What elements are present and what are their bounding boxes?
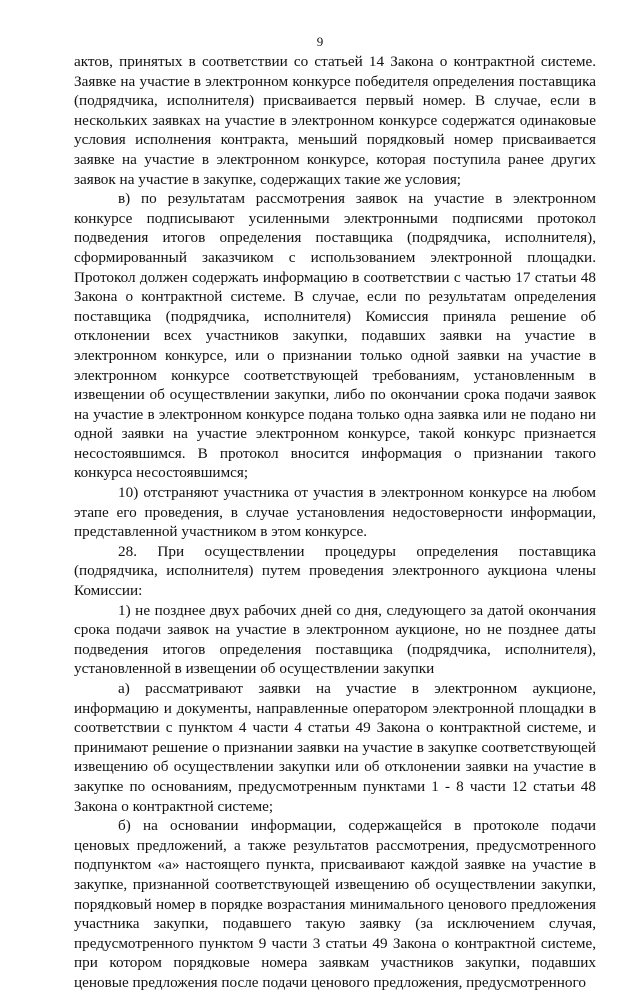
- paragraph-item-10: 10) отстраняют участника от участия в электронном конкурсе на любом этапе его проведения, в случае установления недостоверности информации, представленной участником в этом конкурсе.: [74, 484, 596, 541]
- paragraph-continuation: актов, принятых в соответствии со статьей 14 Закона о контрактной системе. Заявке на участие в электронном конкурсе победителя определения поставщика (подрядчика, исполнителя) присваивается первый номер. В случае, если в нескольких заявках на участие в электронном конкурсе содержатся одинаковые условия исполнения контракта, меньший порядковый номер присваивается заявке на участие в электронном конкурсе, которая поступила ранее других заявок на участие в закупке, содержащих такие же условия;: [74, 53, 596, 188]
- document-body: [74, 52, 596, 993]
- paragraph-section-28: 28. При осуществлении процедуры определения поставщика (подрядчика, исполнителя) путем проведения электронного аукциона члены Комиссии:: [74, 542, 596, 600]
- paragraph-item-1: 1) не позднее двух рабочих дней со дня, следующего за датой окончания срока подачи заявок на участие в электронном аукционе, но не позднее даты подведения итогов определения поставщика (подрядчика, исполнителя), установленной в извещении об осуществлении закупки: [74, 601, 596, 678]
- paragraph-item-b: б) на основании информации, содержащейся в протоколе подачи ценовых предложений, а также результатов рассмотрения, предусмотренного подпунктом «а» настоящего пункта, присваивают каждой заявке на участие в закупке, признанной соответствующей извещению об осуществлении закупки, порядковый номер в порядке возрастания минимального ценового предложения участника закупки, подавшего такую заявку (за исключением случая, предусмотренного пунктом 9 части 3 статьи 49 Закона о контрактной системе, при котором порядковые номера заявкам участников закупки, подавших ценовые предложения после подачи ценового предложения, предусмотренного: [74, 817, 596, 991]
- paragraph-item-v: в) по результатам рассмотрения заявок на участие в электронном конкурсе подписывают усиленными электронными подписями протокол подведения итогов определения поставщика (подрядчика, исполнителя), сформированный заказчиком с использованием электронной площадки. Протокол должен содержать информацию в соответствии с частью 17 статьи 48 Закона о контрактной системе. В случае, если по результатам определения поставщика (подрядчика, исполнителя) Комиссия приняла решение об отклонении всех участников закупки, подавших заявки на участие в электронном конкурсе, или о признании только одной заявки на участие в электронном конкурсе соответствующей требованиям, установленным в извещении об осуществлении закупки, либо по окончании срока подачи заявок на участие в электронном конкурсе подана только одна заявка или не подано ни одной заявки на участие электронном конкурсе, такой конкурс признается несостоявшимся. В протокол вносится информация о признании такого конкурса несостоявшимся;: [74, 190, 596, 482]
- page-number: 9: [316, 34, 324, 49]
- paragraph-item-a: а) рассматривают заявки на участие в электронном аукционе, информацию и документы, направленные оператором электронной площадки в соответствии с пунктом 4 части 4 статьи 49 Закона о контрактной системе, и принимают решение о признании заявки на участие в закупке соответствующей извещению об осуществлении закупки или об отклонении заявки на участие в закупке по основаниям, предусмотренным пунктами 1 - 8 части 12 статьи 48 Закона о контрактной системе;: [74, 680, 596, 815]
